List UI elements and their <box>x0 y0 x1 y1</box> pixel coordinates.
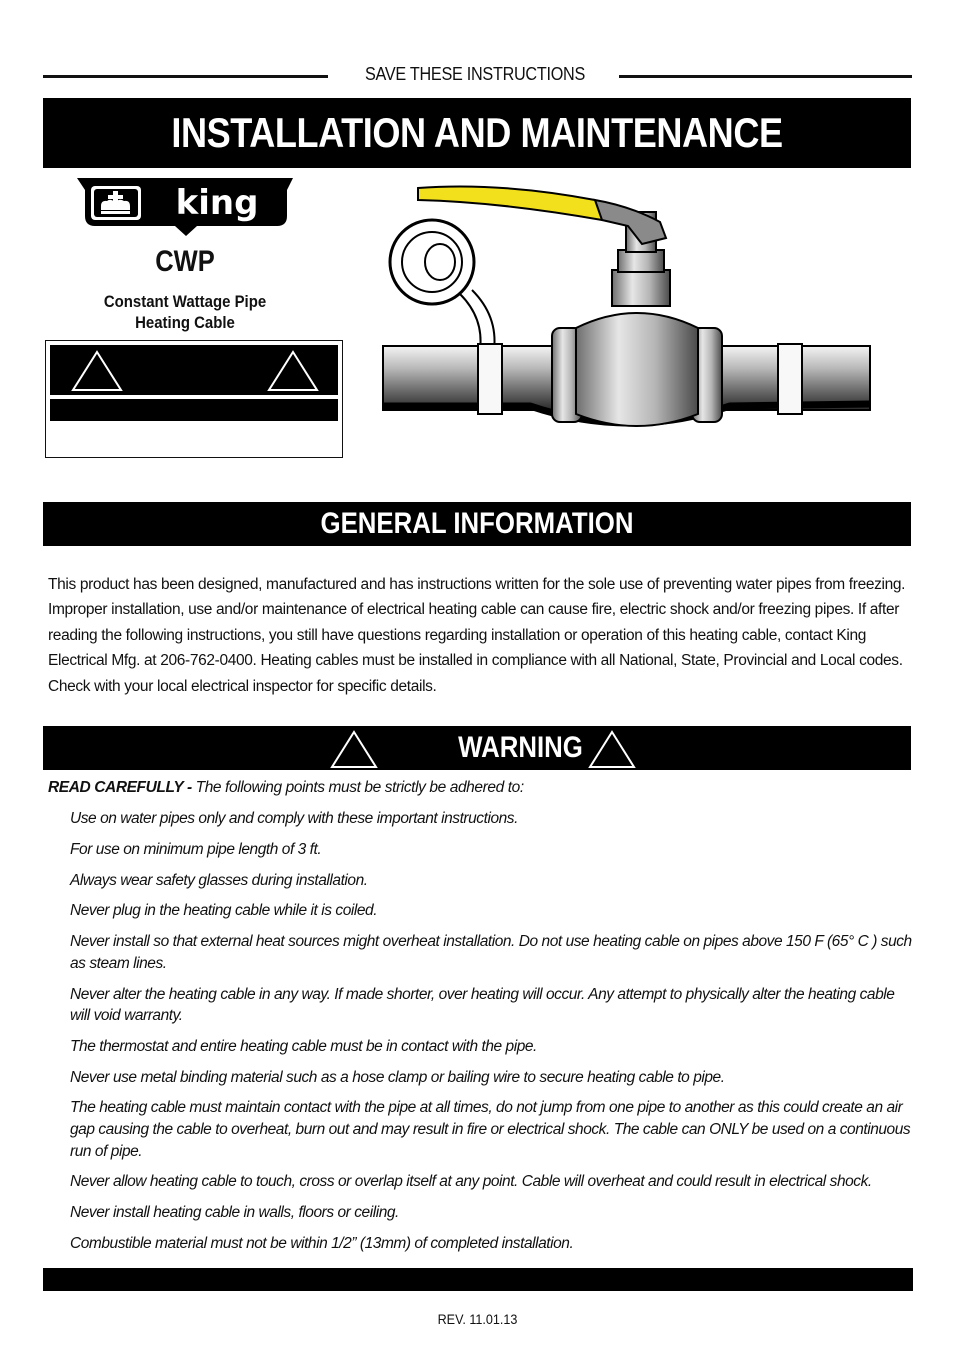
warning-triangle-icon <box>329 729 379 769</box>
warning-point: Never use metal binding material such as a hose clamp or bailing wire to secure heating cable to pipe. <box>70 1068 725 1086</box>
general-information-heading: GENERAL INFORMATION <box>320 507 634 540</box>
revision-label: REV. 11.01.13 <box>437 1311 518 1327</box>
warning-heading: WARNING <box>458 731 583 764</box>
pipe-valve-illustration <box>380 178 875 443</box>
warning-triangle-icon <box>587 729 637 769</box>
general-information-text: This product has been designed, manufactured and has instructions written for the sole use of preventing water pipes from freezing. Improper installation, use and/or maintenance of electrical heating cable can cause fire, electric shock and/or freezing pipes. If after reading the following instructions, you still have questions regarding installation or operation of this heating cable, contact King Electrical Mfg. at 206-762-0400. Heating cables must be installed in compliance with all National, State, Provincial and Local codes. Check with your local electrical inspector for specific details. <box>48 576 906 695</box>
header-rule-left <box>43 75 328 78</box>
warning-point: Never install so that external heat sources might overheat installation. Do not use heating cable on pipes above 150 F (65° C ) such as steam lines. <box>70 933 912 972</box>
footer-bar <box>43 1268 913 1291</box>
warning-symbol-box <box>45 340 343 458</box>
read-carefully-lead: READ CAREFULLY - <box>48 779 196 796</box>
warning-point: Never allow heating cable to touch, cross or overlap itself at any point. Cable will overheat and could result in electrical shock. <box>70 1173 872 1191</box>
warning-triangle-icon <box>266 349 320 393</box>
warning-triangle-icon <box>70 349 124 393</box>
product-description: Constant Wattage Pipe Heating Cable <box>103 292 267 332</box>
warning-point: Combustible material must not be within 1/2” (13mm) of completed installation. <box>70 1234 574 1252</box>
read-carefully-line <box>48 779 524 797</box>
warning-point: Always wear safety glasses during installation. <box>70 871 368 889</box>
title-banner <box>43 98 911 168</box>
warning-point: Never plug in the heating cable while it is coiled. <box>70 902 378 920</box>
warning-point: For use on minimum pipe length of 3 ft. <box>70 840 322 858</box>
king-logo <box>75 176 297 238</box>
read-carefully-text: The following points must be strictly be adhered to: <box>195 779 524 796</box>
logo-text: king <box>175 183 259 223</box>
warning-point: Never alter the heating cable in any way. If made shorter, over heating will occur. Any attempt to physically alter the heating cable will void warranty. <box>70 985 895 1025</box>
warning-point: Use on water pipes only and comply with these important instructions. <box>70 810 518 827</box>
warning-point: The thermostat and entire heating cable must be in contact with the pipe. <box>70 1037 537 1055</box>
warning-banner <box>43 726 911 770</box>
warning-symbol-stripe <box>50 399 338 421</box>
save-instructions-label: SAVE THESE INSTRUCTIONS <box>364 64 586 84</box>
warning-points-list <box>70 808 915 1264</box>
warning-point: The heating cable must maintain contact with the pipe at all times, do not jump from one pipe to another as this could create an air gap causing the cable to overheat, burn out and may result in fire or electrical shock. The cable can ONLY be used on a continuous run of pipe. <box>70 1099 911 1160</box>
page-title: INSTALLATION AND MAINTENANCE <box>171 109 783 156</box>
warning-point: Never install heating cable in walls, floors or ceiling. <box>70 1204 399 1222</box>
model-name: CWP <box>155 245 215 278</box>
general-information-banner <box>43 502 911 546</box>
warning-symbol-band <box>50 345 338 395</box>
header-rule-right <box>619 75 912 78</box>
